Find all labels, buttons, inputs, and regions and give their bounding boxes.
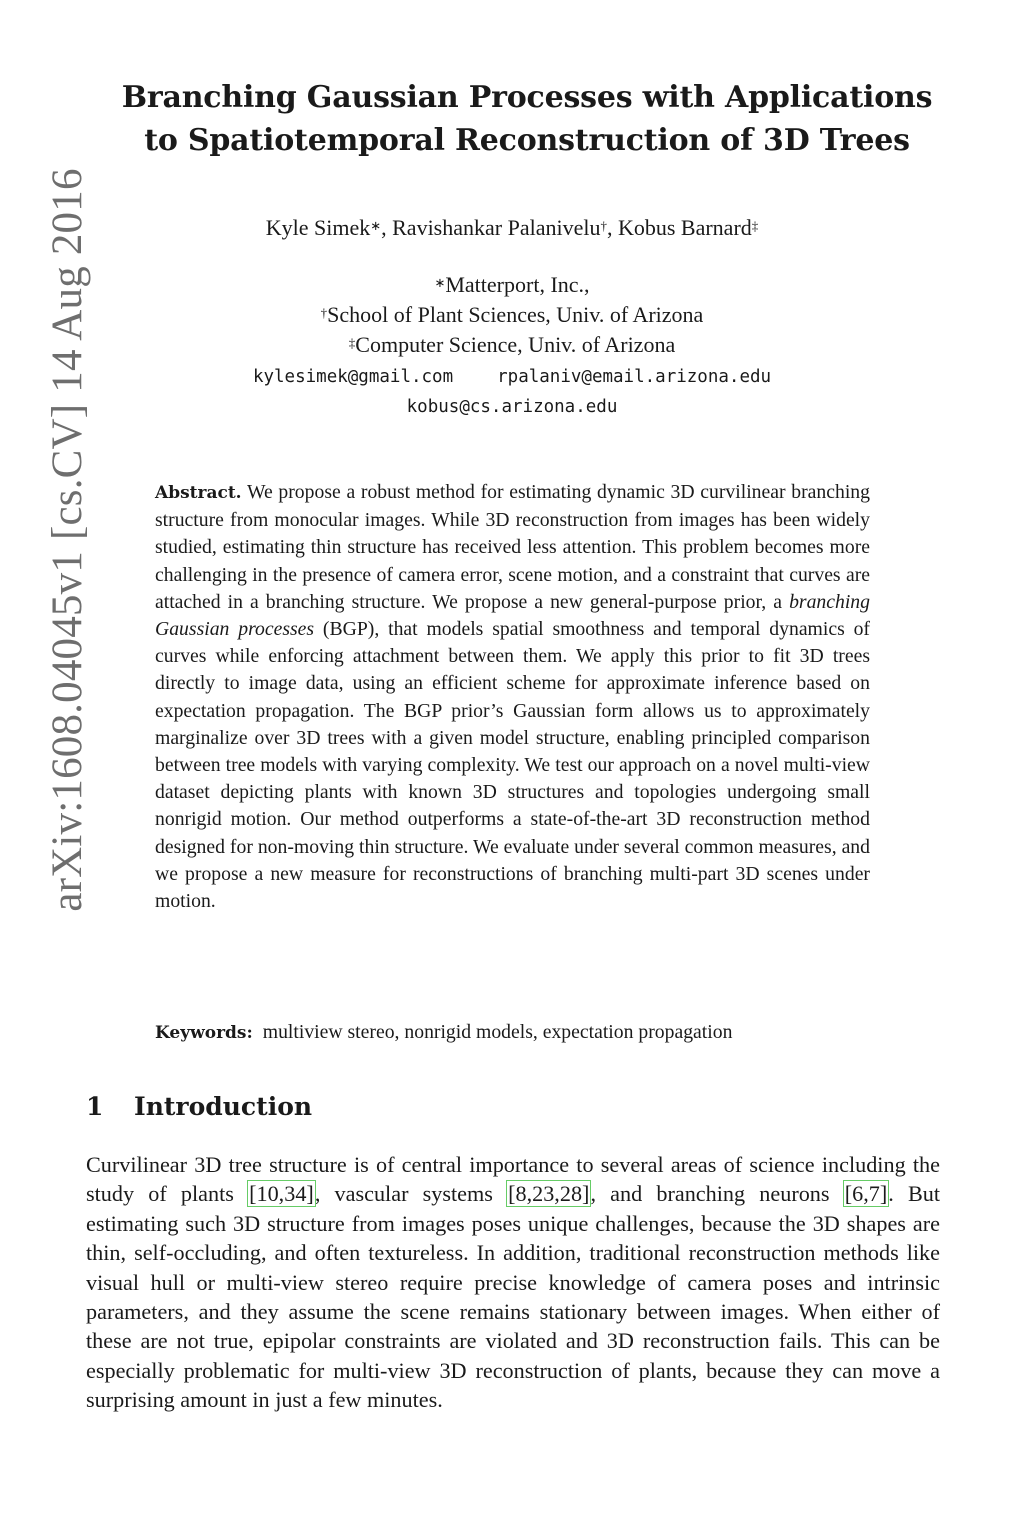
author-name: Kobus Barnard bbox=[617, 215, 752, 240]
author-mark: ‡ bbox=[751, 218, 759, 233]
section-number: 1 bbox=[86, 1092, 104, 1121]
author-mark: † bbox=[600, 218, 607, 233]
section-heading bbox=[86, 1090, 312, 1124]
citation-link[interactable]: [8,23,28] bbox=[508, 1181, 590, 1207]
author-list bbox=[100, 213, 924, 243]
author-name: Ravishankar Palanivelu bbox=[392, 215, 601, 240]
intro-text: , vascular systems bbox=[314, 1181, 508, 1207]
abstract-emphasis: branching Gaussian processes bbox=[155, 590, 870, 641]
intro-text: Curvilinear 3D tree structure is of central importance to several areas of science including the study of plants bbox=[86, 1152, 940, 1207]
author-name: Kyle Simek bbox=[265, 215, 371, 240]
affiliation-text: School of Plant Sciences, Univ. of Arizona bbox=[327, 302, 704, 327]
introduction-paragraph bbox=[86, 1150, 940, 1415]
keywords-label: Keywords: bbox=[155, 1023, 253, 1043]
email-address[interactable]: kylesimek@gmail.com bbox=[252, 367, 454, 387]
affiliations bbox=[100, 270, 924, 360]
citation-link[interactable]: [6,7] bbox=[844, 1181, 888, 1207]
email-address[interactable]: rpalaniv@email.arizona.edu bbox=[497, 367, 772, 387]
citation-link[interactable]: [10,34] bbox=[249, 1181, 314, 1207]
arxiv-identifier: arXiv:1608.04045v1 [cs.CV] 14 Aug 2016 bbox=[44, 168, 91, 912]
email-list bbox=[100, 362, 924, 422]
affiliation-mark: ∗ bbox=[434, 275, 446, 290]
abstract-text: (BGP), that models spatial smoothness and temporal dynamics of curves while enforcing attachment between them. We apply this prior to fit 3D trees directly to image data, using an efficient scheme for approximate inference based on expectation propagation. The BGP prior’s Gaussian form allows us to approximately marginalize over 3D trees with a given model structure, enabling principled comparison between tree models with varying complexity. We test our approach on a novel multi-view dataset depicting plants with known 3D structures and topologies undergoing small nonrigid motion. Our method outperforms a state-of-the-art 3D reconstruction method designed for non-moving thin structure. We evaluate under several common measures, and we propose a new measure for reconstructions of branching multi-part 3D scenes under motion. bbox=[155, 618, 870, 913]
affiliation-mark: ‡ bbox=[348, 335, 356, 350]
author-separator: , bbox=[381, 215, 393, 240]
author-mark: ∗ bbox=[370, 218, 382, 233]
email-address[interactable]: kobus@cs.arizona.edu bbox=[406, 397, 618, 417]
abstract-text: We propose a robust method for estimating dynamic 3D curvilinear branching structure from monocular images. While 3D reconstruction from images has been widely studied, estimating thin structure has received less attention. This problem becomes more challenging in the presence of camera error, scene motion, and a constraint that curves are attached in a branching structure. We propose a new general-purpose prior, a bbox=[155, 481, 870, 613]
section-title: Introduction bbox=[134, 1092, 313, 1121]
paper-title bbox=[70, 76, 984, 162]
title-line-2: to Spatiotemporal Reconstruction of 3D Trees bbox=[144, 123, 910, 158]
affiliation-text: Computer Science, Univ. of Arizona bbox=[355, 332, 676, 357]
affiliation bbox=[100, 330, 924, 360]
intro-text: . But estimating such 3D structure from images poses unique challenges, because the 3D shapes are thin, self-occluding, and often textureless. In addition, traditional reconstruction methods like visual hull or multi-view stereo require precise knowledge of camera poses and intrinsic parameters, and they assume the scene remains stationary between images. When either of these are not true, epipolar constraints are violated and 3D reconstruction fails. This can be especially problematic for multi-view 3D reconstruction of plants, because they can move a surprising amount in just a few minutes. bbox=[86, 1181, 941, 1413]
abstract bbox=[155, 479, 870, 915]
affiliation-mark: † bbox=[320, 305, 328, 320]
abstract-label: Abstract. bbox=[155, 483, 242, 503]
intro-text: , and branching neurons bbox=[590, 1181, 844, 1207]
keywords-text: multiview stereo, nonrigid models, expectation propagation bbox=[262, 1021, 733, 1043]
keywords bbox=[155, 1018, 870, 1047]
affiliation bbox=[100, 270, 924, 300]
affiliation bbox=[100, 300, 924, 330]
title-line-1: Branching Gaussian Processes with Applications bbox=[121, 80, 933, 115]
affiliation-text: Matterport, Inc., bbox=[445, 272, 590, 297]
author-separator: , bbox=[606, 215, 618, 240]
